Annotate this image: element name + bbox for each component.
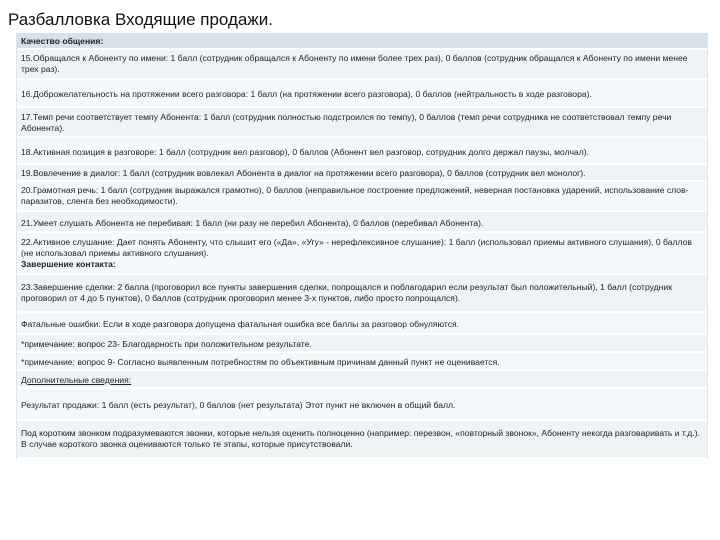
note-row-1: *примечание: вопрос 23- Благодарность при положительном результате. <box>17 335 707 353</box>
criterion-row-15: 15.Обращался к Абоненту по имени: 1 балл (сотрудник обращался к Абоненту по имени более трех раз), 0 баллов (сотрудник обращался к Абоненту по имени менее трех раз). <box>17 50 707 80</box>
scoring-table <box>16 33 708 459</box>
page-title: Разбалловка Входящие продажи. <box>8 10 273 29</box>
note-row-2: *примечание: вопрос 9- Согласно выявленным потребностям по объективным причинам данный пункт не оценивается. <box>17 353 707 371</box>
short-call-row: Под коротким звонком подразумеваются звонки, которые нельзя оценить полноценно (например: перезвон, «повторный звонок», Абоненту некогда разговаривать и т.д.). В случае короткого звонка оцениваются только те этапы, которые присутствовали. <box>17 421 707 459</box>
extra-info-header: Дополнительные сведения: <box>17 371 707 389</box>
criterion-row-22 <box>17 233 707 275</box>
fatal-errors-row: Фатальные ошибки: Если в ходе разговора допущена фатальная ошибка все баллы за разговор обнуляются. <box>17 313 707 335</box>
criterion-row-18: 18.Активная позиция в разговоре: 1 балл (сотрудник вел разговор), 0 баллов (Абонент вел разговор, сотрудник долго держал паузы, молчал). <box>17 138 707 165</box>
criterion-22-text: 22.Активное слушание: Дает понять Абоненту, что слышит его («Да», «Угу» - нерефлексивное слушание): 1 балл (использовал приемы активного слушания), 0 баллов (не использовал приемы активного слушания). <box>21 237 692 258</box>
section-header-contact-completion: Завершение контакта: <box>21 259 116 269</box>
section-header-communication: Качество общения: <box>17 33 707 50</box>
criterion-row-19: 19.Вовлечение в диалог: 1 балл (сотрудник вовлекал Абонента в диалог на протяжении всего разговора), 0 баллов (сотрудник вел монолог). <box>17 165 707 182</box>
criterion-row-20: 20.Грамотная речь: 1 балл (сотрудник выражался грамотно), 0 баллов (неправильное построение предложений, неверная постановка ударений, использование слов-паразитов, сленга без необходимости). <box>17 182 707 212</box>
criterion-row-23: 23.Завершение сделки: 2 балла (проговорил все пункты завершения сделки, попрощался и поблагодарил если результат был положительный), 1 балл (сотрудник проговорил от 4 до 5 пунктов), 0 баллов (сотрудник проговорил менее 3-х пунктов, либо просто попрощался). <box>17 275 707 313</box>
sales-result-row: Результат продажи: 1 балл (есть результат), 0 баллов (нет результата) Этот пункт не включен в общий балл. <box>17 389 707 421</box>
criterion-row-16: 16.Доброжелательность на протяжении всего разговора: 1 балл (на протяжении всего разговора), 0 баллов (нейтральность в ходе разговора). <box>17 80 707 108</box>
criterion-row-21: 21.Умеет слушать Абонента не перебивая: 1 балл (ни разу не перебил Абонента), 0 баллов (перебивал Абонента). <box>17 212 707 233</box>
criterion-row-17: 17.Темп речи соответствует темпу Абонента: 1 балл (сотрудник полностью подстроился по темпу), 0 баллов (темп речи сотрудника не соответствовал темпу речи Абонента). <box>17 108 707 138</box>
